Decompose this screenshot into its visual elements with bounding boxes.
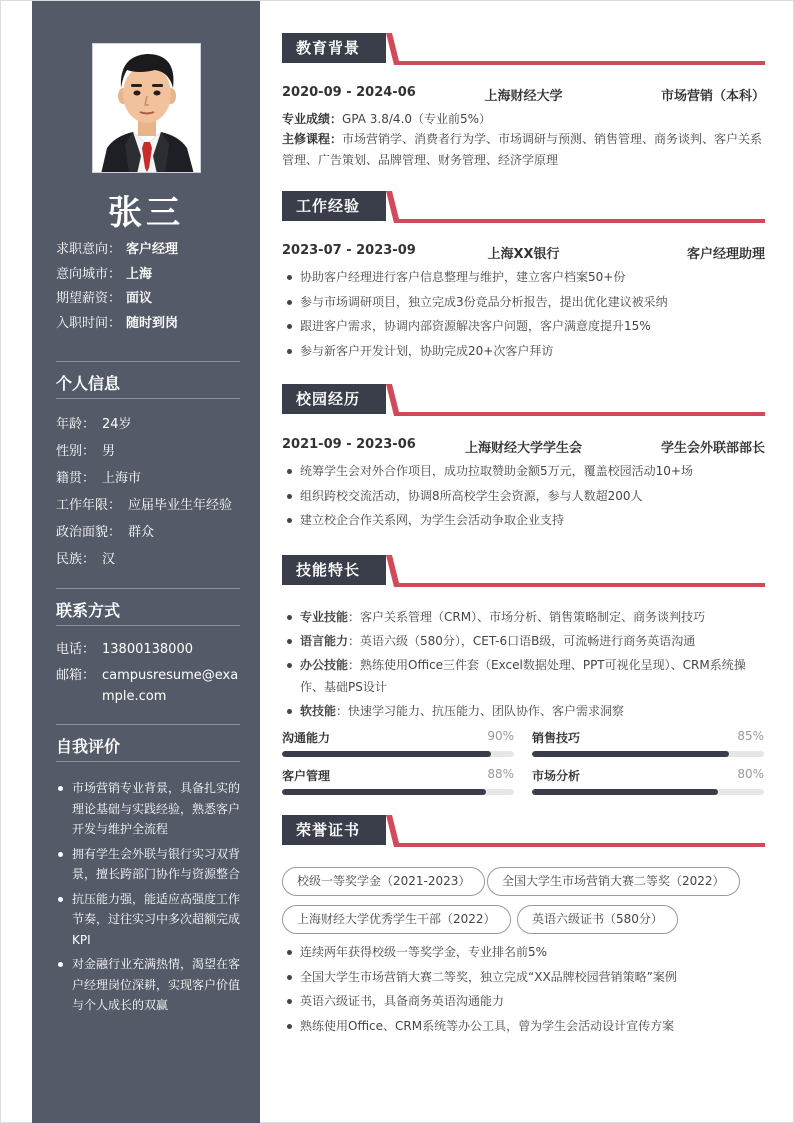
section-title: 技能特长 [282,555,386,585]
gpa-label: 专业成绩： [282,112,343,126]
skill-bar-percent: 90% [487,729,514,743]
info-value: 24岁 [102,417,132,432]
info-label: 民族： [56,552,96,567]
education-date: 2020-09 - 2024-06 [282,85,416,100]
self-eval-item: 拥有学生会外联与银行实习双背景，擅长跨部门协作与资源整合 [56,844,246,885]
campus-date: 2021-09 - 2023-06 [282,437,416,452]
section-header-education [282,33,765,65]
campus-item: 组织跨校交流活动，协调8所高校学生会资源，参与人数超200人 [282,484,765,509]
contact-row [56,639,246,660]
courses-label: 主修课程： [282,132,343,146]
honor-item: 全国大学生市场营销大赛二等奖，独立完成“XX品牌校园营销策略”案例 [282,965,765,990]
skill-bar [282,729,514,757]
section-header-skills [282,555,765,587]
skill-bar-track [532,751,764,757]
header-underline [394,843,765,847]
personal-info-title: 个人信息 [56,374,121,393]
divider [56,761,240,762]
profile-photo [92,43,201,173]
skill-bar-percent: 88% [487,767,514,781]
skill-text: ：熟练使用Office三件套（Excel数据处理、PPT可视化呈现）、CRM系统操作、基础PS设计 [300,658,746,694]
sidebar [32,1,260,1123]
education-header [282,85,765,104]
section-title: 荣誉证书 [282,815,386,845]
contact-row [56,665,246,707]
info-value: 男 [102,444,116,459]
skill-label: 专业技能 [300,610,349,624]
campus-item: 统筹学生会对外合作项目，成功拉取赞助金额5万元，覆盖校园活动10+场 [282,459,765,484]
work-date: 2023-07 - 2023-09 [282,243,416,258]
honor-item: 英语六级证书，具备商务英语沟通能力 [282,989,765,1014]
contact-list [56,639,246,712]
skill-bar [532,767,764,795]
skill-bar-percent: 80% [737,767,764,781]
divider [56,361,240,362]
skill-bar-track [532,789,764,795]
work-item: 协助客户经理进行客户信息整理与维护，建立客户档案50+份 [282,265,765,290]
skill-item [282,700,765,722]
skill-bar-name: 销售技巧 [532,731,581,745]
info-row [56,413,246,440]
skill-bar-track [282,751,514,757]
honor-item: 连续两年获得校级一等奖学金，专业排名前5% [282,940,765,965]
honors-list [282,940,765,1038]
header-underline [394,412,765,416]
intent-value: 客户经理 [126,242,179,257]
campus-list [282,459,765,533]
honor-tag: 英语六级证书（580分） [517,905,678,934]
skill-item [282,606,765,628]
skill-bar [532,729,764,757]
intent-value: 面议 [126,291,153,306]
candidate-name: 张三 [108,193,184,233]
info-label: 性别： [56,444,96,459]
skills-list [282,606,765,724]
info-row [56,494,246,521]
section-header-work [282,191,765,223]
skill-bar-fill [282,751,491,757]
campus-item: 建立校企合作关系网，为学生会活动争取企业支持 [282,508,765,533]
education-major: 市场营销（本科） [660,89,765,104]
info-value: 群众 [128,525,155,540]
header-underline [394,219,765,223]
skill-text: ：英语六级（580分），CET-6口语B级，可流畅进行商务英语沟通 [348,634,696,648]
skill-bar-name: 市场分析 [532,769,581,783]
header-underline [394,583,765,587]
contact-label: 邮箱： [56,668,96,683]
skill-item [282,654,765,698]
work-list [282,265,765,363]
divider [56,625,240,626]
intent-row [56,238,246,263]
section-header-honors [282,815,765,847]
info-value: 汉 [102,552,116,567]
work-org: 上海XX银行 [487,247,560,262]
section-title: 校园经历 [282,384,386,414]
main-content [282,1,765,1123]
contact-title: 联系方式 [56,601,121,620]
header-underline [394,61,765,65]
phone-value: 13800138000 [102,642,193,657]
divider [56,724,240,725]
self-eval-title: 自我评价 [56,737,121,756]
work-header [282,243,765,262]
skill-bar-percent: 85% [737,729,764,743]
info-row [56,548,246,575]
info-value: 上海市 [102,471,142,486]
personal-info-list [56,413,246,575]
email-value: campusresume@example.com [102,668,239,704]
section-title: 教育背景 [282,33,386,63]
job-intent-list [56,238,246,336]
campus-org: 上海财经大学学生会 [464,441,582,456]
work-item: 参与新客户开发计划，协助完成20+次客户拜访 [282,339,765,364]
intent-row [56,287,246,312]
honor-tag: 上海财经大学优秀学生干部（2022） [282,905,511,934]
info-row [56,467,246,494]
work-item: 跟进客户需求，协调内部资源解决客户问题，客户满意度提升15% [282,314,765,339]
honor-tag: 全国大学生市场营销大赛二等奖（2022） [487,867,740,896]
campus-role: 学生会外联部部长 [660,441,765,456]
education-courses [282,129,765,171]
info-row [56,521,246,548]
education-gpa [282,109,765,130]
skill-label: 语言能力 [300,634,349,648]
work-item: 参与市场调研项目，独立完成3份竞品分析报告，提出优化建议被采纳 [282,290,765,315]
section-title: 工作经验 [282,191,386,221]
self-eval-item: 抗压能力强，能适应高强度工作节奏，过往实习中多次超额完成KPI [56,889,246,951]
info-label: 籍贯： [56,471,96,486]
self-eval-item: 对金融行业充满热情，渴望在客户经理岗位深耕，实现客户价值与个人成长的双赢 [56,954,246,1016]
education-school: 上海财经大学 [484,89,563,104]
honor-tag: 校级一等奖学金（2021-2023） [282,867,485,896]
info-label: 政治面貌： [56,525,122,540]
intent-label: 期望薪资： [56,291,122,306]
intent-row [56,263,246,288]
divider [56,398,240,399]
info-label: 年龄： [56,417,96,432]
info-label: 工作年限： [56,498,122,513]
section-header-campus [282,384,765,416]
skill-bar-fill [532,789,718,795]
skill-bar-track [282,789,514,795]
honor-item: 熟练使用Office、CRM系统等办公工具，曾为学生会活动设计宣传方案 [282,1014,765,1039]
skill-text: ：快速学习能力、抗压能力、团队协作、客户需求洞察 [336,704,625,718]
skill-text: ：客户关系管理（CRM）、市场分析、销售策略制定、商务谈判技巧 [348,610,706,624]
intent-row [56,312,246,337]
info-value: 应届毕业生年经验 [128,498,233,513]
skill-bar [282,767,514,795]
self-eval-item: 市场营销专业背景，具备扎实的理论基础与实践经验，熟悉客户开发与维护全流程 [56,778,246,840]
intent-value: 随时到岗 [126,315,179,331]
skill-item [282,630,765,652]
skill-bar-fill [532,751,729,757]
info-row [56,440,246,467]
skill-label: 软技能 [300,704,337,718]
skill-label: 办公技能 [300,658,349,672]
intent-label: 求职意向： [56,242,122,257]
intent-label: 意向城市： [56,266,122,282]
campus-header [282,437,765,456]
intent-value: 上海 [126,266,153,282]
courses-value: 市场营销学、消费者行为学、市场调研与预测、销售管理、商务谈判、客户关系管理、广告策划、品牌管理、财务管理、经济学原理 [282,132,763,167]
work-role: 客户经理助理 [686,247,765,262]
contact-label: 电话： [56,642,96,657]
divider [56,588,240,589]
gpa-value: GPA 3.8/4.0（专业前5%） [342,112,492,126]
skill-bar-fill [282,789,486,795]
skill-bar-name: 沟通能力 [282,731,331,745]
intent-label: 入职时间： [56,315,122,331]
self-eval-list [56,778,246,1020]
skill-bar-name: 客户管理 [282,769,331,783]
